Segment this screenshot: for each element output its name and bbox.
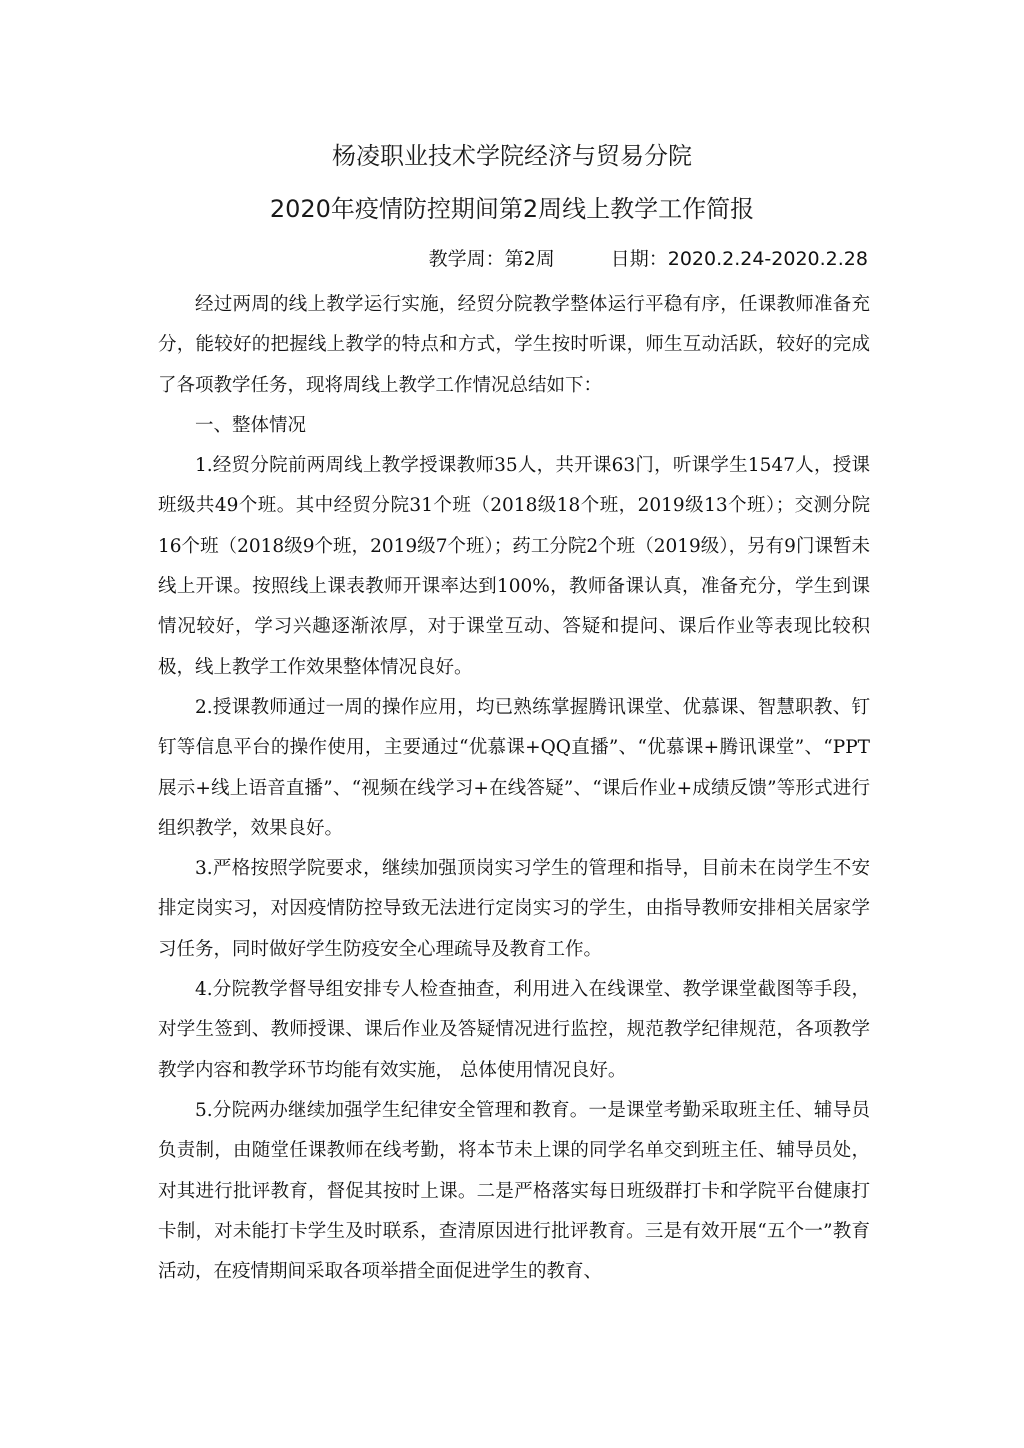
- paragraph-item-5: 5.分院两办继续加强学生纪律安全管理和教育。一是课堂考勤采取班主任、辅导员负责制，由随堂任课教师在线考勤，将本节未上课的同学名单交到班主任、辅导员处，对其进行批评教育，督促其按时上课。二是严格落实每日班级群打卡和学院平台健康打卡制，对未能打卡学生及时联系，查清原因进行批评教育。三是有效开展“五个一”教育活动，在疫情期间采取各项举措全面促进学生的教育、: [158, 1099, 870, 1283]
- document-title-line-2: 2020年疫情防控期间第2周线上教学工作简报: [269, 195, 755, 223]
- document-title-line-1: 杨凌职业技术学院经济与贸易分院: [332, 142, 692, 170]
- paragraph-item-3: 3.严格按照学院要求，继续加强顶岗实习学生的管理和指导，目前未在岗学生不安排定岗实习，对因疫情防控导致无法进行定岗实习的学生，由指导教师安排相关居家学习任务，同时做好学生防疫安全心理疏导及教育工作。: [158, 858, 870, 960]
- document-meta: [429, 244, 868, 271]
- paragraph-intro: 经过两周的线上教学运行实施，经贸分院教学整体运行平稳有序，任课教师准备充分，能较好的把握线上教学的特点和方式，学生按时听课，师生互动活跃，较好的完成了各项教学任务，现将周线上教学工作情况总结如下：: [158, 294, 870, 396]
- paragraph-item-4: 4.分院教学督导组安排专人检查抽查，利用进入在线课堂、教学课堂截图等手段，对学生签到、教师授课、课后作业及答疑情况进行监控，规范教学纪律规范，各项教学教学内容和教学环节均能有效实施， 总体使用情况良好。: [158, 979, 870, 1081]
- paragraph-item-2: 2.授课教师通过一周的操作应用，均已熟练掌握腾讯课堂、优慕课、智慧职教、钉钉等信息平台的操作使用，主要通过“优慕课+QQ直播”、“优慕课+腾讯课堂”、“PPT 展示+线上语音直播”、“视频在线学习+在线答疑”、“课后作业+成绩反馈”等形式进行组织教学，效果良好。: [158, 696, 870, 839]
- report-date: 日期：2020.2.24-2020.2.28: [610, 248, 868, 270]
- teaching-week: 教学周：第2周: [428, 248, 555, 270]
- document-body: [158, 285, 870, 1292]
- section-heading-overall: 一、整体情况: [195, 414, 307, 436]
- paragraph-item-1: 1.经贸分院前两周线上教学授课教师35人，共开课63门，听课学生1547人，授课班级共49个班。其中经贸分院31个班（2018级18个班，2019级13个班）；交测分院16个班（2018级9个班，2019级7个班）；药工分院2个班（2019级），另有9门课暂未线上开课。按照线上课表教师开课率达到100%，教师备课认真，准备充分，学生到课情况较好，学习兴趣逐渐浓厚，对于课堂互动、答疑和提问、课后作业等表现比较积极，线上教学工作效果整体情况良好。: [158, 455, 870, 678]
